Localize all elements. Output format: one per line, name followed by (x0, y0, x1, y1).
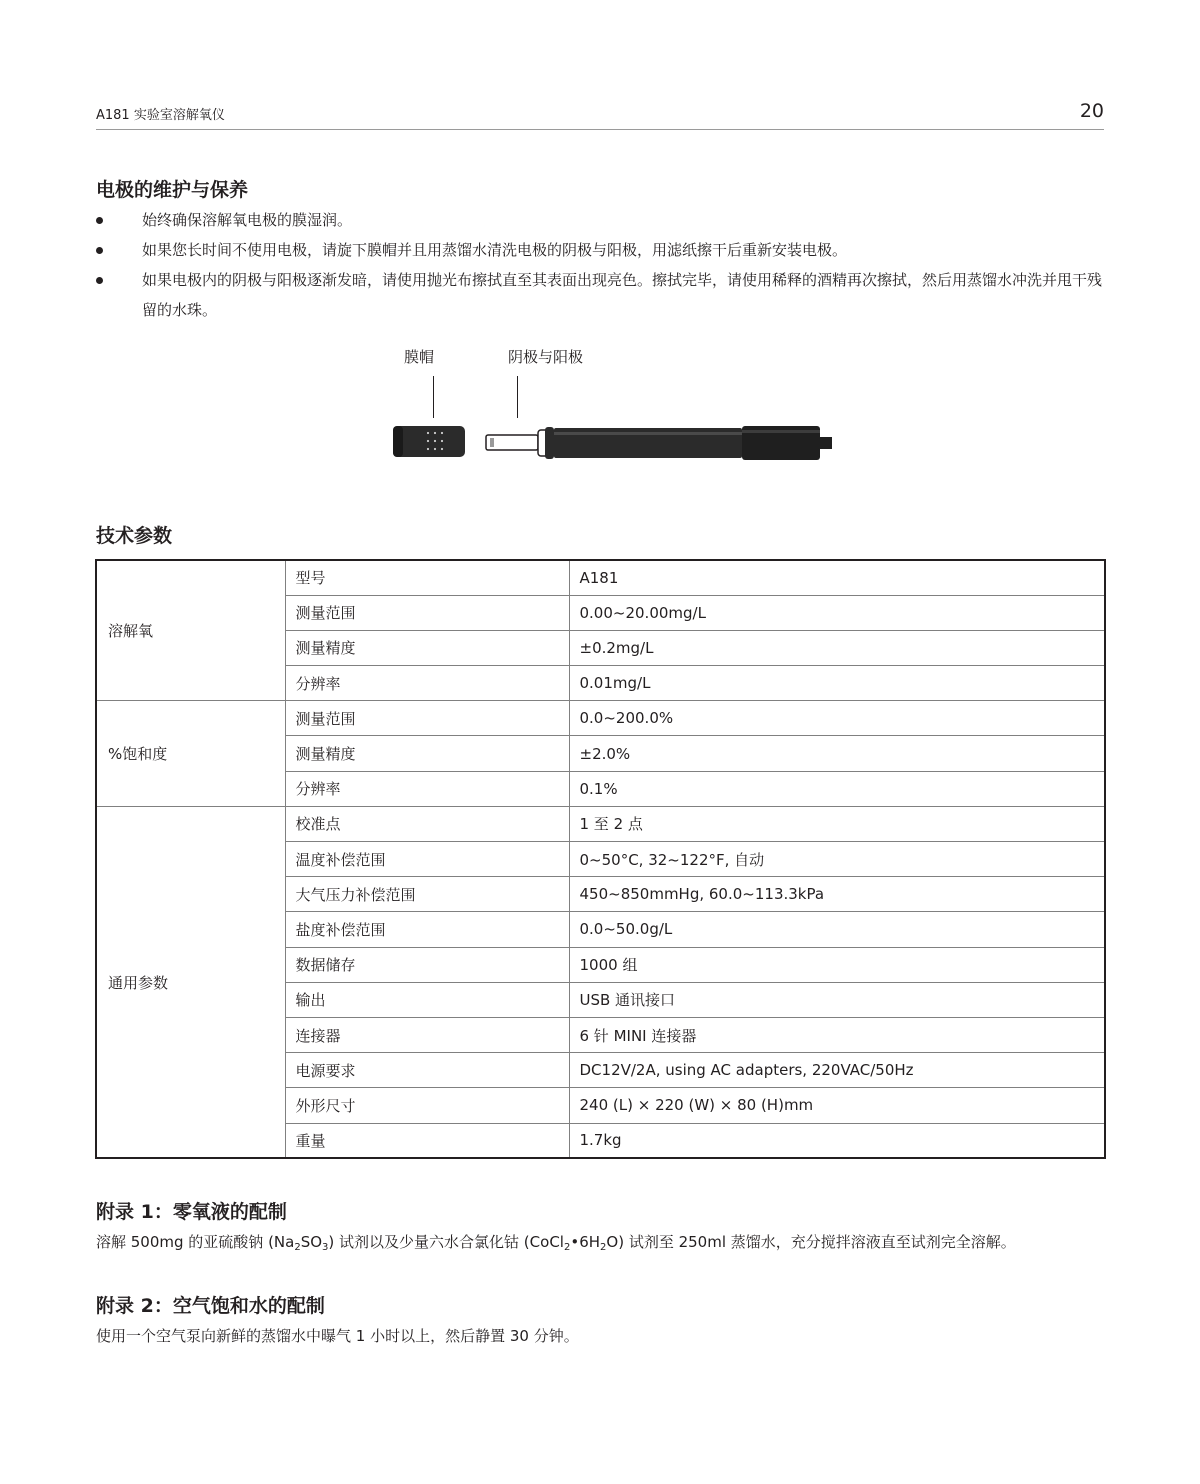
specs-heading: 技术参数 (96, 525, 173, 547)
param-cell: 分辨率 (285, 666, 569, 701)
maintenance-list (96, 205, 1108, 325)
membrane-cap-label: 膜帽 (404, 348, 435, 366)
appendix1-text-part: SO (300, 1233, 323, 1251)
list-item-text: 如果电极内的阴极与阳极逐渐发暗，请使用抛光布擦拭直至其表面出现亮色。擦拭完毕，请使用稀释的酒精再次擦拭，然后用蒸馏水冲洗并甩干残留的水珠。 (142, 271, 1103, 319)
value-cell: 0.0~200.0% (569, 701, 1105, 736)
param-cell: 校准点 (285, 806, 569, 841)
value-cell: ±2.0% (569, 736, 1105, 771)
param-cell: 测量精度 (285, 736, 569, 771)
group-cell: 溶解氧 (96, 560, 285, 701)
appendix1-text-part: •6H (570, 1233, 601, 1251)
param-cell: 外形尺寸 (285, 1088, 569, 1123)
specs-table (95, 559, 1106, 1159)
param-cell: 温度补偿范围 (285, 842, 569, 877)
subscript: 2 (600, 1242, 607, 1253)
appendix1-text-part: ) 试剂以及少量六水合氯化钴 (CoCl (328, 1233, 564, 1251)
value-cell: USB 通讯接口 (569, 982, 1105, 1017)
param-cell: 大气压力补偿范围 (285, 877, 569, 912)
param-cell: 连接器 (285, 1017, 569, 1052)
value-cell: 0.00~20.00mg/L (569, 595, 1105, 630)
table-row (96, 701, 1105, 736)
value-cell: 6 针 MINI 连接器 (569, 1017, 1105, 1052)
value-cell: 0.0~50.0g/L (569, 912, 1105, 947)
subscript: 2 (294, 1242, 301, 1253)
value-cell: 1 至 2 点 (569, 806, 1105, 841)
subscript: 2 (563, 1242, 571, 1253)
list-item (96, 205, 1108, 235)
appendix1-heading: 附录 1：零氧液的配制 (96, 1201, 287, 1223)
appendix2-heading: 附录 2：空气饱和水的配制 (96, 1295, 325, 1317)
table-row (96, 806, 1105, 841)
value-cell: 0.01mg/L (569, 666, 1105, 701)
list-item-text: 如果您长时间不使用电极，请旋下膜帽并且用蒸馏水清洗电极的阴极与阳极，用滤纸擦干后重新安装电极。 (142, 241, 848, 259)
page-header (96, 100, 1104, 130)
value-cell: 0~50°C, 32~122°F, 自动 (569, 842, 1105, 877)
param-cell: 电源要求 (285, 1053, 569, 1088)
value-cell: 1000 组 (569, 947, 1105, 982)
param-cell: 测量精度 (285, 630, 569, 665)
value-cell: 450~850mmHg, 60.0~113.3kPa (569, 877, 1105, 912)
bullet-icon (96, 217, 103, 224)
appendix2-text: 使用一个空气泵向新鲜的蒸馏水中曝气 1 小时以上，然后静置 30 分钟。 (96, 1327, 579, 1345)
bullet-icon (96, 277, 103, 284)
value-cell: ±0.2mg/L (569, 630, 1105, 665)
param-cell: 测量范围 (285, 701, 569, 736)
value-cell: 240 (L) × 220 (W) × 80 (H)mm (569, 1088, 1105, 1123)
value-cell: 1.7kg (569, 1123, 1105, 1158)
param-cell: 盐度补偿范围 (285, 912, 569, 947)
page-number: 20 (1079, 100, 1104, 122)
subscript: 3 (322, 1242, 329, 1253)
param-cell: 重量 (285, 1123, 569, 1158)
group-cell: 通用参数 (96, 806, 285, 1158)
group-cell: %饱和度 (96, 701, 285, 807)
list-item (96, 265, 1108, 325)
param-cell: 型号 (285, 560, 569, 595)
value-cell: DC12V/2A, using AC adapters, 220VAC/50Hz (569, 1053, 1105, 1088)
maintenance-heading: 电极的维护与保养 (96, 179, 249, 201)
param-cell: 测量范围 (285, 595, 569, 630)
electrode-illustration (380, 342, 850, 472)
appendix1-text (96, 1231, 1108, 1259)
param-cell: 分辨率 (285, 771, 569, 806)
param-cell: 输出 (285, 982, 569, 1017)
param-cell: 数据储存 (285, 947, 569, 982)
cathode-anode-label: 阴极与阳极 (508, 348, 584, 366)
table-row (96, 560, 1105, 595)
electrode-figure (380, 342, 850, 472)
appendix1-text-part: 溶解 500mg 的亚硫酸钠 (Na (96, 1233, 295, 1251)
bullet-icon (96, 247, 103, 254)
value-cell: 0.1% (569, 771, 1105, 806)
list-item (96, 235, 1108, 265)
appendix1-text-part: O) 试剂至 250ml 蒸馏水，充分搅拌溶液直至试剂完全溶解。 (606, 1233, 1016, 1251)
list-item-text: 始终确保溶解氧电极的膜湿润。 (142, 211, 353, 229)
header-title: A181 实验室溶解氧仪 (96, 108, 225, 123)
value-cell: A181 (569, 560, 1105, 595)
